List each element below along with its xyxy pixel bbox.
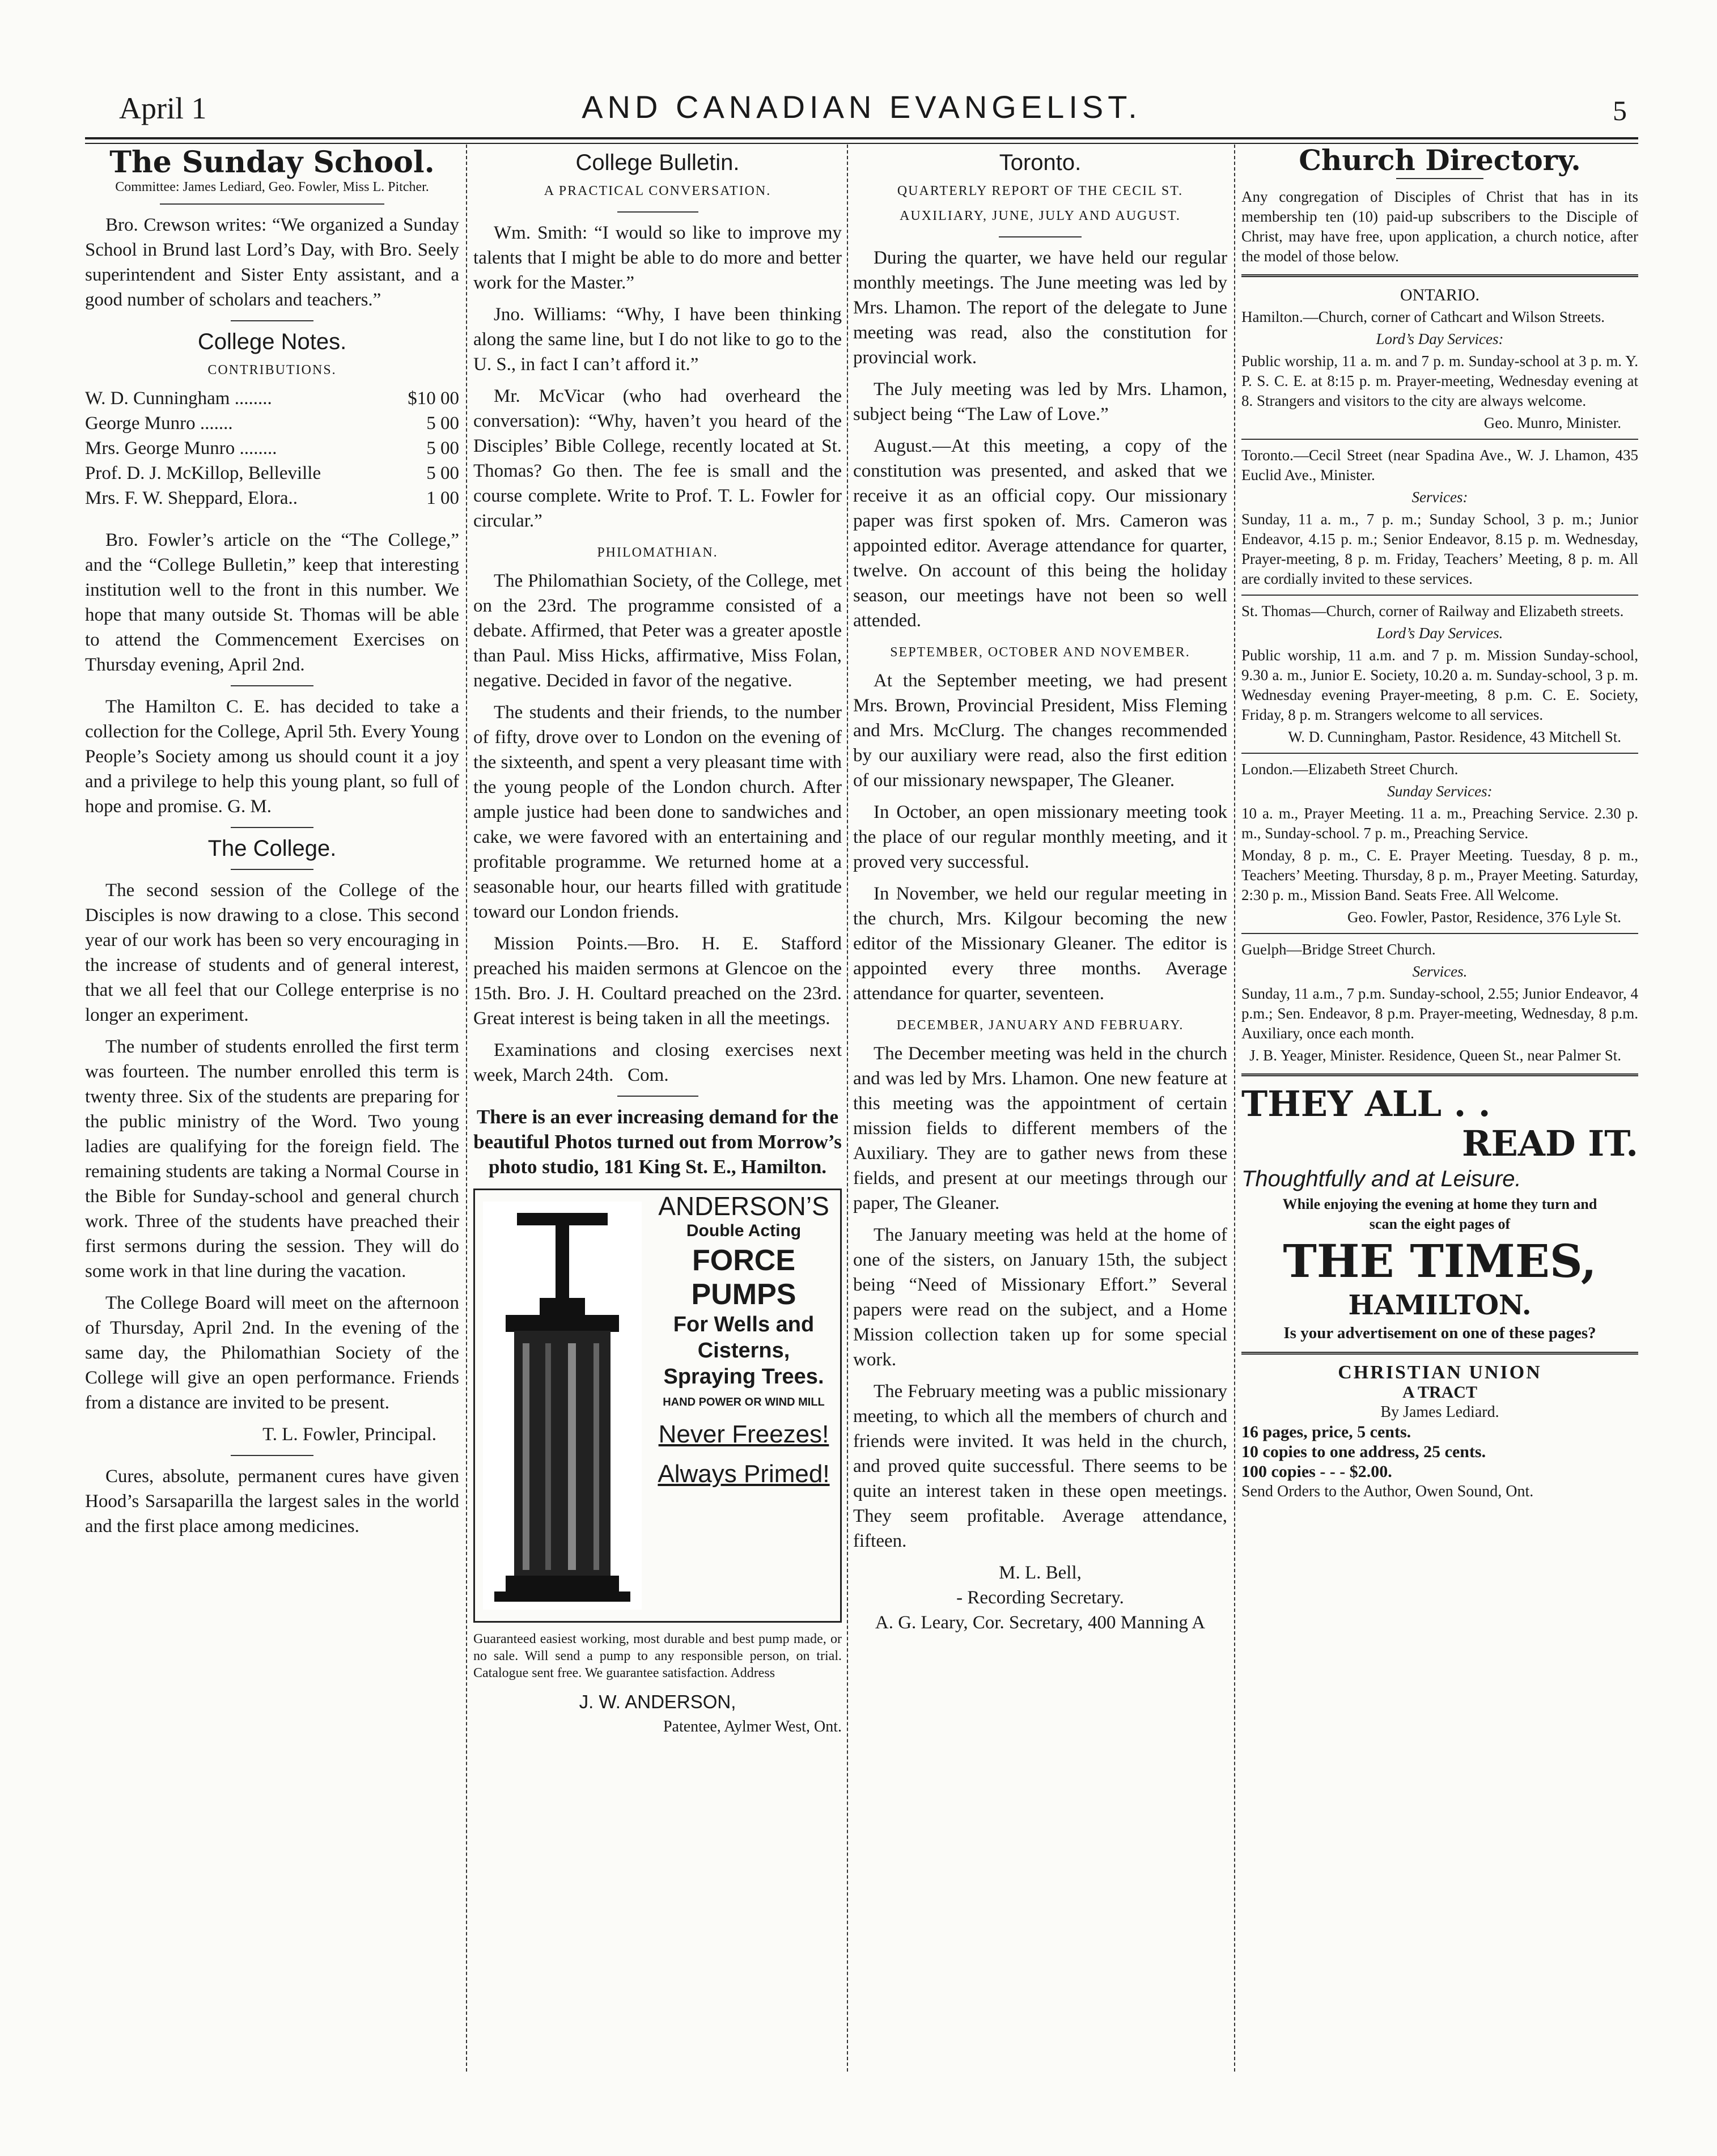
divider bbox=[1241, 1352, 1638, 1355]
ad-guarantee: Guaranteed easiest working, most durable and best pump made, or no sale. Will send a pump to any responsible person, on trial. Catalogue sent free. We guarantee satisfaction. Address bbox=[473, 1632, 842, 1680]
tract-title: CHRISTIAN UNION bbox=[1338, 1362, 1542, 1383]
paragraph bbox=[85, 694, 459, 819]
pump-ad-text bbox=[651, 1191, 837, 1494]
column-church-directory bbox=[1241, 143, 1638, 1501]
column-divider bbox=[847, 145, 848, 2072]
pump-illustration-icon bbox=[483, 1202, 642, 1610]
tract-author: By James Lediard. bbox=[1380, 1403, 1499, 1421]
divider bbox=[999, 236, 1081, 237]
paragraph: Cures, absolute, permanent cures have given Hood’s Sarsaparilla the largest sales in the world and the first place among medicines. bbox=[85, 1466, 459, 1537]
tract-sub: A TRACT bbox=[1402, 1383, 1477, 1402]
paragraph: Bro. Crewson writes: “We organized a Sunday School in Brund last Lord’s Day, with Bro. Seely superintendent and Sister Enty assistant, and a good number of scholars and teachers.” bbox=[85, 215, 459, 310]
divider bbox=[231, 1455, 313, 1456]
times-tagline: Thoughtfully and at Leisure. bbox=[1241, 1166, 1521, 1191]
paragraph: The December meeting was held in the church and was led by Mrs. Lhamon. One new feature at this meeting was the appointment of certain mission fields to different members of the Auxiliary. They are to gather news from these fields, and present at our meetings through our paper, The Gleaner. bbox=[853, 1043, 1227, 1213]
ad-product: FORCE PUMPS bbox=[691, 1244, 796, 1311]
section-heading: The College. bbox=[207, 836, 337, 861]
times-advertisement bbox=[1241, 1084, 1638, 1344]
tract-price: 10 copies to one address, 25 cents. bbox=[1241, 1442, 1486, 1461]
paragraph: August.—At this meeting, a copy of the constitution was presented, and asked that we receive it as an official copy. Our missionary paper was first spoken of. Mrs. Cameron was appointed editor. Average attendance for quarter, twelve. On account of this being the holiday season, our meetings have not been so well attended. bbox=[853, 436, 1227, 631]
table-row bbox=[85, 411, 459, 436]
ad-address-name: J. W. ANDERSON, bbox=[579, 1691, 736, 1712]
section-heading: Toronto. bbox=[999, 150, 1082, 175]
section-heading: Church Directory. bbox=[1299, 143, 1581, 177]
ad-address-place: Patentee, Aylmer West, Ont. bbox=[663, 1718, 842, 1735]
times-line1: THEY ALL . . bbox=[1241, 1083, 1491, 1124]
column-divider bbox=[466, 145, 467, 2072]
divider bbox=[1241, 595, 1638, 596]
sub-heading: CONTRIBUTIONS. bbox=[207, 363, 337, 377]
section-heading: College Bulletin. bbox=[575, 150, 740, 175]
divider bbox=[1241, 933, 1638, 934]
ad-power: HAND POWER OR WIND MILL bbox=[663, 1396, 825, 1408]
section-heading: College Notes. bbox=[197, 329, 347, 354]
times-city: HAMILTON. bbox=[1348, 1289, 1532, 1321]
divider bbox=[1396, 178, 1483, 179]
divider bbox=[231, 827, 313, 828]
paragraph: At the September meeting, we had present Mrs. Brown, Provincial President, Miss Fleming and Mrs. McClurg. The changes recommended by our auxiliary were read, also the first edition of our missionary newspaper, The Gleaner. bbox=[853, 670, 1227, 791]
paragraph: In November, we held our regular meeting in the church, Mrs. Kilgour becoming the new editor of the Missionary Gleaner. The editor is appointed every three months. Average attendance for quarter, seventeen. bbox=[853, 884, 1227, 1004]
services-text: Monday, 8 p. m., C. E. Prayer Meeting. Tuesday, 8 p. m., Teachers’ Meeting. Thursday, 8 p. m., Prayer Meeting. Saturday, 2:30 p. m., Mission Band. Seats Free. All Welcome. bbox=[1241, 847, 1638, 903]
column-divider bbox=[1234, 145, 1235, 2072]
contributor-name: Mrs. George Munro ........ bbox=[85, 438, 277, 459]
column-toronto bbox=[853, 150, 1227, 1635]
services-text: Public worship, 11 a.m. and 7 p. m. Mission Sunday-school, 9.30 a. m., Junior E. Society, 10.20 a. m. Sunday-school, 3 p. m. Wednesday evening Prayer-meeting, 8 p.m. C. E. Society, Friday, 8 p. m. Strangers welcome to all services. bbox=[1241, 647, 1638, 723]
divider bbox=[617, 1096, 698, 1097]
signature: T. L. Fowler, Principal. bbox=[262, 1424, 436, 1445]
minister: Geo. Fowler, Pastor, Residence, 376 Lyle St. bbox=[1347, 909, 1621, 926]
paragraph: In October, an open missionary meeting took the place of our regular monthly meeting, and it proved very successful. bbox=[853, 802, 1227, 872]
table-row bbox=[85, 386, 459, 411]
ad-subtitle: Double Acting bbox=[686, 1221, 802, 1240]
paragraph: Any congregation of Disciples of Christ that has in its membership ten (10) paid-up subscribers to the Disciple of Christ, may have free, upon application, a church notice, after the model of those below. bbox=[1241, 188, 1638, 265]
paragraph: The July meeting was led by Mrs. Lhamon, subject being “The Law of Love.” bbox=[853, 379, 1227, 425]
divider bbox=[1241, 753, 1638, 754]
signature: M. L. Bell, bbox=[999, 1563, 1082, 1583]
paragraph-text: The Hamilton C. E. has decided to take a collection for the College, April 5th. Every Young People’s Society among us should count it a joy and a privilege to help this young plant, so full of hope and promise. bbox=[85, 697, 459, 817]
ad-brand: ANDERSON’S bbox=[658, 1191, 829, 1221]
minister: W. D. Cunningham, Pastor. Residence, 43 Mitchell St. bbox=[1288, 728, 1621, 745]
minister: J. B. Yeager, Minister. Residence, Queen St., near Palmer St. bbox=[1249, 1047, 1621, 1064]
paragraph-text: Examinations and closing exercises next week, March 24th. bbox=[473, 1040, 842, 1085]
contributor-name: Mrs. F. W. Sheppard, Elora.. bbox=[85, 488, 298, 508]
sub-heading: PHILOMATHIAN. bbox=[597, 545, 718, 560]
paragraph: Wm. Smith: “I would so like to improve my talents that I might be able to do more and better work for the Master.” bbox=[473, 223, 842, 293]
photo-advertisement: There is an ever increasing demand for the beautiful Photos turned out from Morrow’s photo studio, 181 King St. E., Hamilton. bbox=[473, 1106, 842, 1178]
paragraph: Bro. Fowler’s article on the “The College,” and the “College Bulletin,” keep that interesting institution well to the front in this number. We hope that many outside St. Thomas will be able to attend the Commencement Exercises on Thursday evening, April 2nd. bbox=[85, 530, 459, 675]
times-title: THE TIMES, bbox=[1283, 1234, 1597, 1288]
column-college-bulletin bbox=[473, 150, 842, 1739]
church-name: Toronto.—Cecil Street (near Spadina Ave., W. J. Lhamon, 435 Euclid Ave., Minister. bbox=[1241, 447, 1638, 483]
contributor-name: W. D. Cunningham ........ bbox=[85, 388, 272, 409]
contribution-amount: $10 00 bbox=[408, 388, 459, 409]
paragraph: The second session of the College of the Disciples is now drawing to a close. This second year of our work has been so very encouraging in the increase of students and of general interest, that we all feel that our College enterprise is no longer an experiment. bbox=[85, 880, 459, 1025]
church-name: Hamilton.—Church, corner of Cathcart and Wilson Streets. bbox=[1241, 308, 1605, 325]
paragraph: Mission Points.—Bro. H. E. Stafford preached his maiden sermons at Glencoe on the 15th. Bro. J. H. Coultard preached on the 23rd. Great interest is being taken in all the meetings. bbox=[473, 933, 842, 1029]
paragraph: The January meeting was held at the home of one of the sisters, on January 15th, the subject being “Need of Missionary Effort.” Several papers were read on the subject, and a Home Mission collection taken up for some special work. bbox=[853, 1225, 1227, 1370]
sub-heading: QUARTERLY REPORT OF THE CECIL ST. AUXILIARY, JUNE, JULY AND AUGUST. bbox=[897, 184, 1184, 223]
contribution-amount: 5 00 bbox=[426, 438, 459, 459]
table-row bbox=[85, 461, 459, 486]
masthead-title: AND CANADIAN EVANGELIST. bbox=[582, 89, 1142, 125]
sub-heading: SEPTEMBER, OCTOBER AND NOVEMBER. bbox=[890, 645, 1190, 660]
column-sunday-school bbox=[85, 145, 459, 1546]
tract-price: 100 copies - - - $2.00. bbox=[1241, 1462, 1392, 1481]
services-title: Services. bbox=[1412, 963, 1468, 980]
sub-heading: A PRACTICAL CONVERSATION. bbox=[544, 184, 771, 198]
services-title: Sunday Services: bbox=[1387, 783, 1493, 800]
table-row bbox=[85, 436, 459, 461]
paragraph: Mr. McVicar (who had overheard the conversation): “Why, haven’t you heard of the Disciples’ Bible College, recently located at St. Thomas? Go then. The fee is small and the course complete. Write to Prof. T. L. Fowler for circular.” bbox=[473, 386, 842, 531]
province-heading: ONTARIO. bbox=[1400, 286, 1480, 304]
signature: A. G. Leary, Cor. Secretary, 400 Manning A bbox=[875, 1612, 1206, 1633]
divider bbox=[231, 869, 313, 870]
paragraph: The Philomathian Society, of the College, met on the 23rd. The programme consisted of a debate. Affirmed, that Peter was a greater apostle than Paul. Miss Hicks, affirmative, Miss Folan, negative. Decided in favor of the negative. bbox=[473, 571, 842, 691]
ad-slogan: Always Primed! bbox=[658, 1460, 830, 1488]
divider bbox=[1241, 1073, 1638, 1076]
tract-price: 16 pages, price, 5 cents. bbox=[1241, 1423, 1411, 1441]
services-text: Public worship, 11 a. m. and 7 p. m. Sunday-school at 3 p. m. Y. P. S. C. E. at 8:15 p. m. Prayer-meeting, Wednesday evening at 8. Strangers and visitors to the city are always welcome. bbox=[1241, 353, 1638, 409]
pump-advertisement bbox=[473, 1189, 842, 1623]
contribution-amount: 5 00 bbox=[426, 463, 459, 483]
table-row bbox=[85, 486, 459, 511]
times-sub: While enjoying the evening at home they turn and scan the eight pages of bbox=[1282, 1196, 1597, 1232]
sub-heading: DECEMBER, JANUARY AND FEBRUARY. bbox=[896, 1018, 1184, 1033]
tract-advertisement bbox=[1241, 1363, 1638, 1501]
services-title: Lord’s Day Services: bbox=[1376, 330, 1504, 347]
committee-line: Committee: James Lediard, Geo. Fowler, Miss L. Pitcher. bbox=[115, 180, 429, 194]
minister: Geo. Munro, Minister. bbox=[1483, 414, 1621, 431]
services-title: Lord’s Day Services. bbox=[1376, 625, 1503, 642]
contribution-amount: 1 00 bbox=[426, 488, 459, 508]
tract-order: Send Orders to the Author, Owen Sound, Ont. bbox=[1241, 1483, 1534, 1500]
divider bbox=[617, 211, 698, 213]
church-name: St. Thomas—Church, corner of Railway and Elizabeth streets. bbox=[1241, 602, 1624, 619]
page-header bbox=[85, 85, 1638, 136]
contributions-table bbox=[85, 386, 459, 511]
divider bbox=[231, 320, 313, 321]
church-name: London.—Elizabeth Street Church. bbox=[1241, 761, 1459, 778]
contribution-amount: 5 00 bbox=[426, 413, 459, 434]
services-title: Services: bbox=[1411, 489, 1468, 506]
divider bbox=[160, 203, 384, 205]
contributor-name: Prof. D. J. McKillop, Belleville bbox=[85, 463, 321, 483]
paragraph: The students and their friends, to the number of fifty, drove over to London on the evening of the sixteenth, and spent a very pleasant time with the young people of the London church. After ample justice had been done to sandwiches and cake, we were favored with an entertaining and profitable programme. We returned home at a seasonable hour, our hearts filled with gratitude toward our London friends. bbox=[473, 702, 842, 922]
contributor-name: George Munro ....... bbox=[85, 413, 233, 434]
times-line2: READ IT. bbox=[1462, 1123, 1638, 1164]
paragraph: During the quarter, we have held our regular monthly meetings. The June meeting was led by Mrs. Lhamon. The report of the delegate to June meeting was read, also the constitution for provincial work. bbox=[853, 248, 1227, 368]
signature: Com. bbox=[628, 1065, 669, 1085]
section-heading: The Sunday School. bbox=[109, 145, 435, 180]
services-text: Sunday, 11 a.m., 7 p.m. Sunday-school, 2.55; Junior Endeavor, 4 p.m.; Sen. Endeavor, 8 p.m. Prayer-meeting, Wednesday, 8 p.m. Auxiliary, once each month. bbox=[1241, 985, 1638, 1042]
divider bbox=[1241, 274, 1638, 277]
paragraph: The number of students enrolled the first term was fourteen. The number enrolled this term is twenty three. Six of the students are preparing for the public ministry of the Word. Two young ladies are qualifying for the foreign field. The remaining students are taking a Normal Course in the Bible for Sunday-school and general church work. Three of the students have preached their first sermons during the session. They will do some work in that line during the vacation. bbox=[85, 1037, 459, 1281]
paragraph: Jno. Williams: “Why, I have been thinking along the same line, but I do not like to go to the U. S., in fact I can’t afford it.” bbox=[473, 304, 842, 375]
paragraph bbox=[473, 1038, 842, 1088]
services-text: 10 a. m., Prayer Meeting. 11 a. m., Preaching Service. 2.30 p. m., Sunday-school. 7 p. m., Preaching Service. bbox=[1241, 805, 1638, 842]
signature: G. M. bbox=[227, 796, 272, 817]
page-number: 5 bbox=[1613, 95, 1627, 126]
paragraph: The February meeting was a public missionary meeting, to which all the members of church and friends were invited. It was held in the church, and proved quite successful. There seems to be quite an interest taken in these open meetings. They seem profitable. Average attendance, fifteen. bbox=[853, 1381, 1227, 1551]
ad-use: For Wells and Cisterns, Spraying Trees. bbox=[663, 1313, 824, 1389]
signature-title: - Recording Secretary. bbox=[956, 1588, 1124, 1608]
church-name: Guelph—Bridge Street Church. bbox=[1241, 941, 1436, 958]
header-rule-top bbox=[85, 137, 1638, 139]
issue-date: April 1 bbox=[119, 91, 207, 125]
services-text: Sunday, 11 a. m., 7 p. m.; Sunday School, 3 p. m.; Junior Endeavor, 4.15 p. m.; Senior Endeavor, 8.15 p. m. Wednesday, Prayer-meeting, 8 p. m. Friday, Teachers’ Meeting, 8 p. m. All are cordially invited to these services. bbox=[1241, 511, 1638, 587]
times-question: Is your advertisement on one of these pages? bbox=[1283, 1324, 1596, 1342]
ad-slogan: Never Freezes! bbox=[658, 1420, 829, 1448]
divider bbox=[231, 685, 313, 686]
paragraph: The College Board will meet on the afternoon of Thursday, April 2nd. In the evening of the same day, the Philomathian Society of the College will give an open performance. Friends from a distance are invited to be present. bbox=[85, 1293, 459, 1413]
divider bbox=[1241, 439, 1638, 440]
